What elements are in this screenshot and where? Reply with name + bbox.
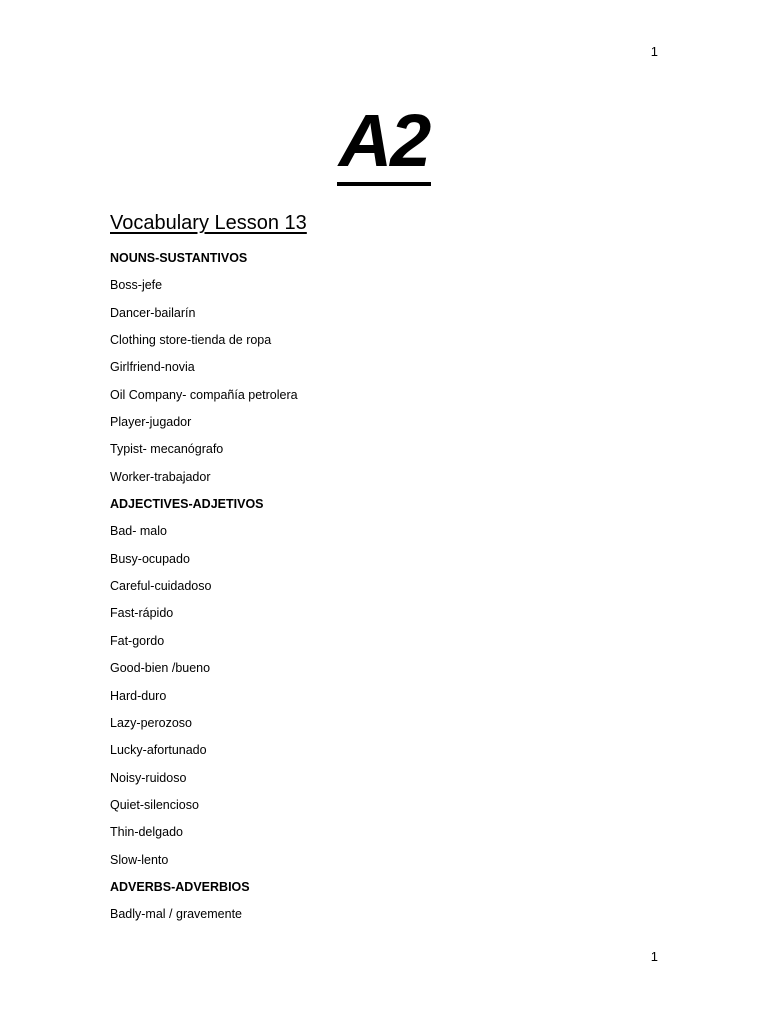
vocab-entry: Good-bien /bueno: [110, 661, 211, 676]
vocab-entry: Player-jugador: [110, 415, 192, 430]
vocab-entry: Boss-jefe: [110, 278, 163, 293]
vocab-entry: Slow-lento: [110, 852, 169, 867]
vocab-entry: Typist- mecanógrafo: [110, 442, 224, 457]
lesson-subtitle: Vocabulary Lesson 13: [110, 212, 307, 234]
vocabulary-list: [110, 248, 298, 932]
vocab-entry: Noisy-ruidoso: [110, 770, 187, 785]
page-number-bottom: 1: [650, 949, 658, 964]
page-number-top: 1: [650, 44, 658, 59]
vocab-entry: Worker-trabajador: [110, 469, 211, 484]
vocab-entry: Clothing store-tienda de ropa: [110, 333, 272, 348]
document-title-text: A2: [337, 100, 432, 186]
vocab-entry: Quiet-silencioso: [110, 797, 199, 812]
vocab-entry: Bad- malo: [110, 524, 167, 539]
section-header: ADJECTIVES-ADJETIVOS: [110, 497, 264, 512]
vocab-entry: Busy-ocupado: [110, 551, 190, 566]
vocab-entry: Fat-gordo: [110, 633, 165, 648]
document-title: [0, 100, 768, 186]
vocab-entry: Fast-rápido: [110, 606, 174, 621]
vocab-entry: Girlfriend-novia: [110, 360, 195, 375]
vocab-entry: Careful-cuidadoso: [110, 579, 212, 594]
vocab-entry: Thin-delgado: [110, 825, 183, 840]
vocab-entry: Lucky-afortunado: [110, 743, 207, 758]
section-header: NOUNS-SUSTANTIVOS: [110, 251, 248, 265]
section-header: ADVERBS-ADVERBIOS: [110, 879, 250, 894]
vocab-entry: Dancer-bailarín: [110, 305, 196, 320]
vocab-entry: Hard-duro: [110, 688, 167, 703]
vocab-entry: Badly-mal / gravemente: [110, 907, 243, 922]
vocab-entry: Lazy-perozoso: [110, 715, 192, 730]
vocab-entry: Oil Company- compañía petrolera: [110, 387, 298, 402]
